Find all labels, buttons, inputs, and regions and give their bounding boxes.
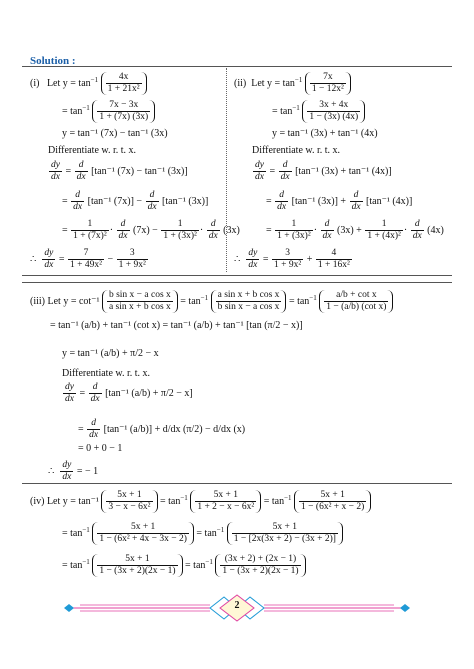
part-ii-line-3: y = tan⁻¹ (3x) + tan⁻¹ (4x) [272, 128, 378, 139]
part-i-line-6: = $\frac{d}{dx}$ [tan⁻¹ (7x)] − $\frac{d}{dx}$ [tan⁻¹ (3x)] [62, 190, 209, 212]
solution-heading: Solution : [30, 55, 76, 67]
part-i-line-3: y = tan⁻¹ (7x) − tan⁻¹ (3x) [62, 128, 168, 139]
part-ii-result: ∴ $\frac{dy}{dx}$ = $\frac{3}{\text{1 + 9x²}}$ + $\frac{4}{\text{1 + 16x²}}$ [234, 248, 350, 270]
part-iii-line-3: y = tan⁻¹ (a/b) + π/2 − x [62, 348, 159, 359]
page-footer-ornament [60, 594, 414, 622]
part-iv-line-2: = $\tan^{-1}$ $\frac{5x + 1}{\text{1 − (6x² + 4x − 3x − 2)}}$ = $\tan^{-1}$ $\frac{5x + 1}{1 - [2x(3x + 2) - (3x + 2)]}$ [62, 522, 343, 545]
part-i-line-1: (i) Let $y = \tan^{-1}$ $\frac{4x}{\text{1 + 21x²}}$ [30, 72, 147, 95]
part-ii-line-6: = $\frac{d}{dx}$ [tan⁻¹ (3x)] + $\frac{d}{dx}$ [tan⁻¹ (4x)] [266, 190, 413, 212]
part-iv-line-3: = $\tan^{-1}$ $\frac{5x + 1}{1 - (3x + 2)(2x - 1)}$ = $\tan^{-1}$ $\frac{(3x + 2) + (2x - 1)}{1 - (3x + 2)(2x - 1)}$ [62, 554, 306, 577]
part-ii-line-5: $\frac{dy}{dx}$ = $\frac{d}{dx}$ [tan⁻¹ (3x) + tan⁻¹ (4x)] [255, 160, 392, 182]
part-ii-line-1: (ii) Let $y = \tan^{-1}$ $\frac{7x}{\text{1 − 12x²}}$ [234, 72, 351, 95]
part-iii-result: ∴ $\frac{dy}{dx}$ = − 1 [48, 460, 99, 482]
part-i-line-5: $\frac{dy}{dx}$ = $\frac{d}{dx}$ [tan⁻¹ (7x) − tan⁻¹ (3x)] [51, 160, 188, 182]
part-i-differentiate: Differentiate w. r. t. x. [48, 145, 137, 156]
part-i-line-7: = $\frac{1}{\text{1 + (7x)²}}$ · $\frac{d}{dx}$ (7x) − $\frac{1}{\text{1 + (3x)²}}$ · $\frac{d}{dx}$ (3x) [62, 219, 240, 241]
part-iii-line-5: $\frac{dy}{dx}$ = $\frac{d}{dx}$ [tan⁻¹ (a/b) + π/2 − x] [65, 382, 193, 404]
part-iii-line-6: = $\frac{d}{dx}$ [tan⁻¹ (a/b)] + d/dx (π/2) − d/dx (x) [78, 418, 246, 440]
part-iii-differentiate: Differentiate w. r. t. x. [62, 368, 151, 379]
part-ii-differentiate: Differentiate w. r. t. x. [252, 145, 341, 156]
part-i-line-2: = $\tan^{-1}$ $\frac{7x - 3x}{1 + (7x) (3x)}$ [62, 100, 155, 123]
part-ii-line-2: = $\tan^{-1}$ $\frac{3x + 4x}{1 - (3x) (4x)}$ [272, 100, 365, 123]
part-iii-line-2: = tan⁻¹ (a/b) + tan⁻¹ (cot x) = tan⁻¹ (a/b) + tan⁻¹ [tan (π/2 − x)] [50, 320, 303, 331]
part-iii-line-7: = 0 + 0 − 1 [78, 443, 123, 454]
part-ii-line-7: = $\frac{1}{\text{1 + (3x)²}}$ · $\frac{d}{dx}$ (3x) + $\frac{1}{\text{1 + (4x)²}}$ · $\frac{d}{dx}$ (4x) [266, 219, 444, 241]
page-number: 2 [234, 600, 240, 611]
part-iii-line-1: (iii) Let y = cot⁻¹ $\frac{\text{b sin x − a cos x}}{\text{a sin x + b cos x}}$ = $\tan^{-1}$ $\frac{\text{a sin x + b cos x}}{\text{b sin x − a cos x}}$ = $\tan^{-1}$ $\frac{\text{a/b + cot x}}{\text{1 − (a/b) (cot x)}}$ [30, 290, 393, 313]
part-iv-line-1: (iv) Let y = tan⁻¹ $\frac{5x + 1}{\text{3 − x − 6x²}}$ = $\tan^{-1}$ $\frac{5x + 1}{\text{1 + 2 − x − 6x²}}$ = $\tan^{-1}$ $\frac{5x + 1}{\text{1 − (6x² + x − 2)}}$ [30, 490, 371, 513]
part-i-result: ∴ $\frac{dy}{dx}$ = $\frac{7}{\text{1 + 49x²}}$ − $\frac{3}{\text{1 + 9x²}}$ [30, 248, 146, 270]
